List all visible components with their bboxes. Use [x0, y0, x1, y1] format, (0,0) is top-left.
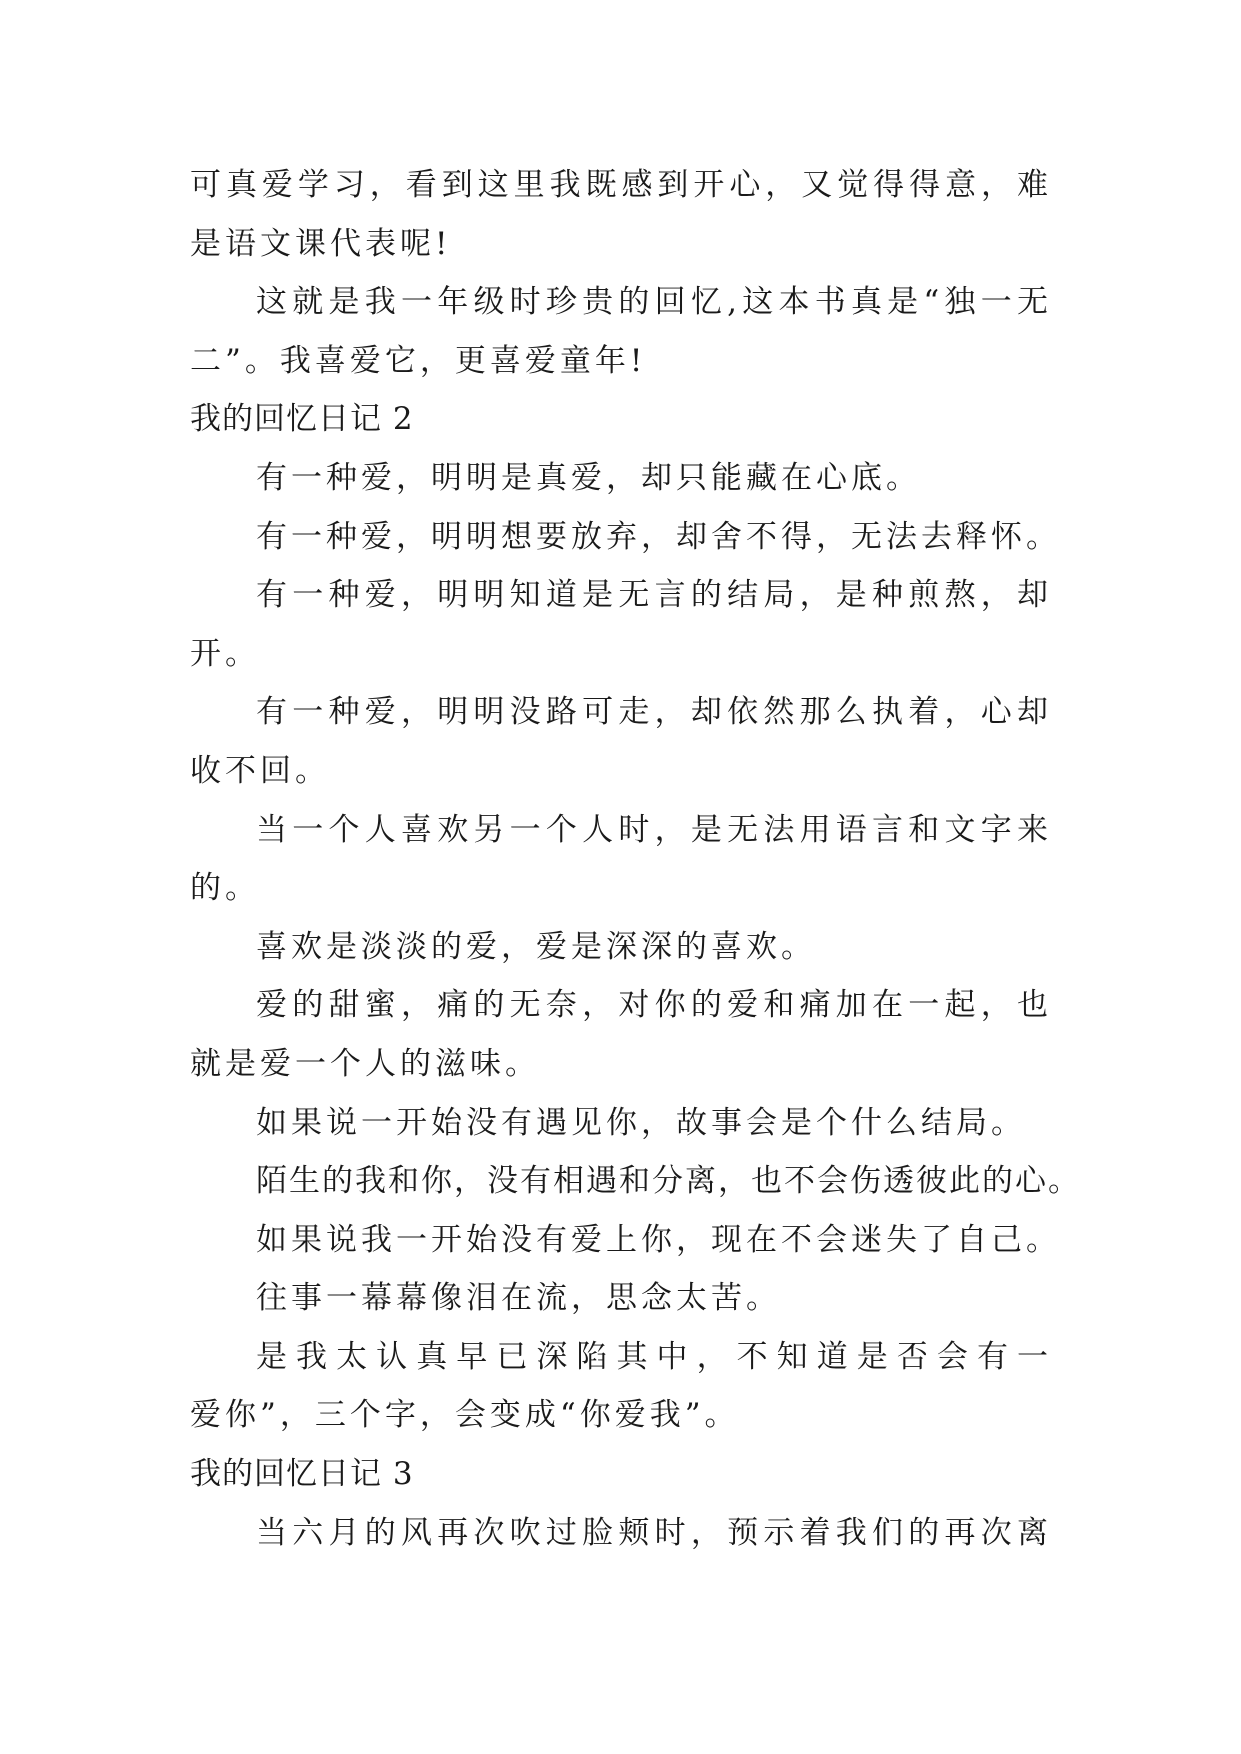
- paragraph-line: 收不回。: [190, 752, 330, 789]
- paragraph-line: 当六月的风再次吹过脸颊时，预示着我们的再次离: [256, 1514, 1052, 1551]
- paragraph-line: 陌生的我和你，没有相遇和分离，也不会伤透彼此的心。: [256, 1163, 1081, 1200]
- paragraph-line: 有一种爱，明明没路可走，却依然那么执着，心却: [256, 694, 1052, 731]
- paragraph-line: 有一种爱，明明是真爱，却只能藏在心底。: [256, 459, 921, 496]
- paragraph-line: 当一个人喜欢另一个人时，是无法用语言和文字来: [256, 811, 1052, 848]
- paragraph-line: 这就是我一年级时珍贵的回忆,这本书真是“独一无: [256, 284, 1052, 321]
- paragraph-line: 有一种爱，明明知道是无言的结局，是种煎熬，却: [256, 577, 1052, 614]
- paragraph-line: 是语文课代表呢!: [190, 225, 452, 262]
- document-body: [190, 156, 1081, 1562]
- paragraph-line: 有一种爱，明明想要放弃，却舍不得，无法去释怀。: [256, 518, 1061, 555]
- paragraph-line: 可真爱学习，看到这里我既感到开心，又觉得得意，难: [190, 167, 1052, 203]
- paragraph-line: 如果说我一开始没有爱上你，现在不会迷失了自己。: [256, 1221, 1061, 1258]
- paragraph-line: 的。: [190, 870, 260, 907]
- paragraph-line: 喜欢是淡淡的爱，爱是深深的喜欢。: [256, 928, 816, 965]
- paragraph-line: 二”。我喜爱它，更喜爱童年!: [190, 342, 647, 379]
- paragraph-line: 如果说一开始没有遇见你，故事会是个什么结局。: [256, 1104, 1026, 1141]
- section-heading: 我的回忆日记 2: [190, 401, 414, 438]
- paragraph-line: 往事一幕幕像泪在流，思念太苦。: [256, 1280, 781, 1317]
- paragraph-line: 爱你”，三个字，会变成“你爱我”。: [190, 1397, 740, 1434]
- paragraph-line: 爱的甜蜜，痛的无奈，对你的爱和痛加在一起，也: [256, 987, 1052, 1024]
- paragraph-line: 就是爱一个人的滋味。: [190, 1045, 540, 1082]
- paragraph-line: 是我太认真早已深陷其中，不知道是否会有一: [256, 1338, 1052, 1375]
- section-heading: 我的回忆日记 3: [190, 1456, 414, 1493]
- paragraph-line: 开。: [190, 635, 260, 672]
